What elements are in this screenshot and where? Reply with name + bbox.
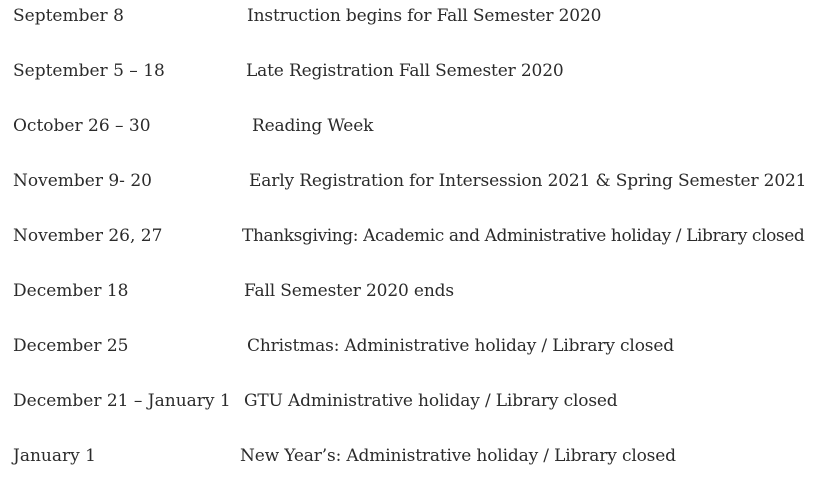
calendar-row bbox=[0, 1, 819, 31]
event-date: September 8 bbox=[13, 6, 124, 26]
calendar-row bbox=[0, 166, 819, 196]
event-description: Early Registration for Intersession 2021 & Spring Semester 2021 bbox=[249, 171, 807, 191]
event-description: Late Registration Fall Semester 2020 bbox=[246, 61, 564, 81]
calendar-row bbox=[0, 111, 819, 141]
event-description: Christmas: Administrative holiday / Library closed bbox=[247, 336, 675, 356]
event-date: November 26, 27 bbox=[13, 226, 163, 246]
event-description: New Year’s: Administrative holiday / Library closed bbox=[240, 446, 676, 466]
event-description: GTU Administrative holiday / Library closed bbox=[244, 391, 618, 411]
event-date: December 21 – January 1 bbox=[13, 391, 231, 411]
event-date: October 26 – 30 bbox=[13, 116, 151, 136]
event-date: December 18 bbox=[13, 281, 129, 301]
calendar-row bbox=[0, 331, 819, 361]
calendar-row bbox=[0, 441, 819, 471]
event-description: Instruction begins for Fall Semester 2020 bbox=[247, 6, 602, 26]
calendar-row bbox=[0, 56, 819, 86]
calendar-row bbox=[0, 221, 819, 251]
calendar-row bbox=[0, 276, 819, 306]
event-description: Fall Semester 2020 ends bbox=[244, 281, 454, 301]
event-date: December 25 bbox=[13, 336, 129, 356]
event-date: November 9- 20 bbox=[13, 171, 152, 191]
event-description: Thanksgiving: Academic and Administrative holiday / Library closed bbox=[242, 226, 805, 246]
calendar-row bbox=[0, 386, 819, 416]
event-date: January 1 bbox=[13, 446, 96, 466]
event-date: September 5 – 18 bbox=[13, 61, 165, 81]
event-description: Reading Week bbox=[252, 116, 374, 136]
